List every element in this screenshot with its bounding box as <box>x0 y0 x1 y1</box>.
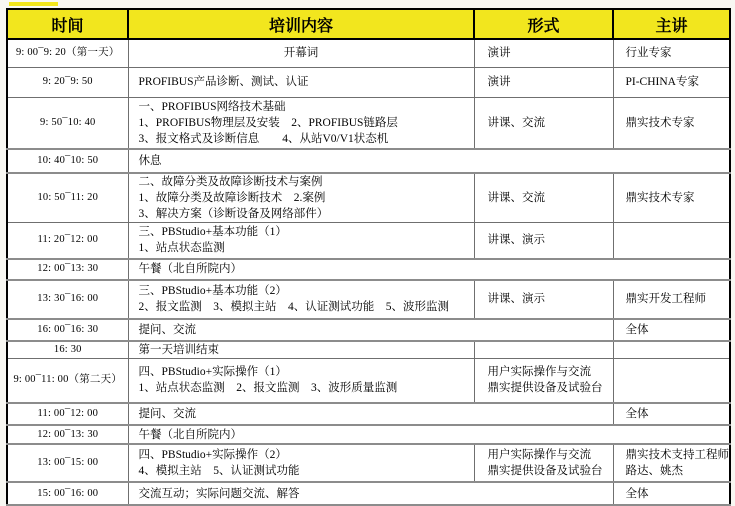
speaker-cell <box>613 482 730 505</box>
content-cell <box>128 173 474 223</box>
content-line: 交流互动；实际问题交流、解答 <box>138 487 300 500</box>
form-line: 讲课、演示 <box>487 293 545 305</box>
time-cell: 13: 30¯16: 00 <box>7 280 128 319</box>
time-cell: 9: 50¯10: 40 <box>7 97 128 149</box>
speaker-cell <box>613 67 730 97</box>
time-cell: 16: 00¯16: 30 <box>7 319 128 341</box>
content-line: PROFIBUS产品诊断、测试、认证 <box>138 76 309 88</box>
speaker-line: PI-CHINA专家 <box>625 76 699 88</box>
scan-artifact <box>9 2 58 6</box>
form-cell <box>474 97 613 149</box>
speaker-line: 行业专家 <box>625 47 672 60</box>
content-cell <box>128 39 474 67</box>
speaker-line: 全体 <box>625 323 649 336</box>
form-line: 讲课、交流 <box>487 192 545 204</box>
content-line: 第一天培训结束 <box>138 343 219 356</box>
content-line: 休息 <box>138 155 162 167</box>
speaker-cell <box>613 173 730 223</box>
time-cell: 9: 00¯11: 00（第二天） <box>7 358 128 403</box>
time-cell: 11: 20¯12: 00 <box>7 223 128 259</box>
content-line: 三、PBStudio+基本功能（2） <box>138 285 287 297</box>
content-line: 1、PROFIBUS物理层及安装 2、PROFIBUS链路层 <box>138 116 398 129</box>
speaker-line: 鼎实技术专家 <box>625 116 695 129</box>
training-schedule-table <box>6 8 731 506</box>
time-cell: 15: 00¯16: 00 <box>7 482 128 505</box>
content-line: 一、PROFIBUS网络技术基础 <box>138 100 286 113</box>
form-cell <box>474 358 613 403</box>
form-cell <box>474 280 613 319</box>
form-cell <box>474 444 613 482</box>
speaker-cell <box>613 403 730 425</box>
schedule-row <box>7 223 730 259</box>
speaker-cell <box>613 97 730 149</box>
speaker-line: 全体 <box>625 408 649 420</box>
content-cell <box>128 482 613 505</box>
speaker-cell <box>613 341 730 359</box>
content-line: 三、PBStudio+基本功能（1） <box>138 226 287 239</box>
time-cell: 12: 00¯13: 30 <box>7 259 128 280</box>
header-row <box>7 9 730 39</box>
time-cell: 12: 00¯13: 30 <box>7 425 128 444</box>
content-cell <box>128 259 730 280</box>
form-line: 鼎实提供设备及试验台 <box>487 382 603 395</box>
content-line: 四、PBStudio+实际操作（2） <box>138 449 287 461</box>
content-cell <box>128 358 474 403</box>
content-line: 4、模拟主站 5、认证测试功能 <box>138 465 300 477</box>
content-cell <box>128 149 730 173</box>
speaker-cell <box>613 358 730 403</box>
form-line: 演讲 <box>487 76 511 88</box>
form-cell <box>474 173 613 223</box>
content-line: 3、解决方案（诊断设备及网络部件） <box>138 208 329 220</box>
schedule-row <box>7 482 730 505</box>
speaker-line: 鼎实开发工程师 <box>625 293 706 305</box>
time-cell: 9: 20¯9: 50 <box>7 67 128 97</box>
column-header-form: 形式 <box>474 9 613 39</box>
column-header-time: 时间 <box>7 9 128 39</box>
form-line: 讲课、演示 <box>487 234 545 247</box>
content-cell <box>128 67 474 97</box>
content-cell <box>128 341 474 359</box>
form-line: 用户实际操作与交流 <box>487 449 591 461</box>
content-line: 提问、交流 <box>138 323 196 336</box>
content-line: 2、报文监测 3、模拟主站 4、认证测试功能 5、波形监测 <box>138 301 449 313</box>
schedule-row <box>7 259 730 280</box>
schedule-row <box>7 280 730 319</box>
content-line: 3、报文格式及诊断信息 4、从站V0/V1状态机 <box>138 132 389 145</box>
speaker-cell <box>613 223 730 259</box>
schedule-row <box>7 358 730 403</box>
schedule-row <box>7 173 730 223</box>
content-cell <box>128 319 613 341</box>
content-line: 开幕词 <box>283 47 319 60</box>
time-cell: 10: 40¯10: 50 <box>7 149 128 173</box>
speaker-cell <box>613 319 730 341</box>
schedule-row <box>7 39 730 67</box>
content-cell <box>128 223 474 259</box>
speaker-cell <box>613 444 730 482</box>
content-cell <box>128 280 474 319</box>
schedule-row <box>7 97 730 149</box>
schedule-row <box>7 444 730 482</box>
form-line: 讲课、交流 <box>487 116 545 129</box>
form-cell <box>474 341 613 359</box>
content-line: 二、故障分类及故障诊断技术与案例 <box>138 176 323 188</box>
time-cell: 16: 30 <box>7 341 128 359</box>
speaker-line: 路达、姚杰 <box>625 465 683 477</box>
content-line: 1、站点状态监测 <box>138 242 225 255</box>
speaker-line: 全体 <box>625 487 649 500</box>
content-line: 午餐（北自所院内） <box>138 263 242 275</box>
content-line: 1、站点状态监测 2、报文监测 3、波形质量监测 <box>138 382 398 395</box>
content-cell <box>128 403 613 425</box>
content-cell <box>128 444 474 482</box>
form-line: 鼎实提供设备及试验台 <box>487 465 603 477</box>
form-cell <box>474 223 613 259</box>
column-header-speaker: 主讲 <box>613 9 730 39</box>
content-cell <box>128 97 474 149</box>
time-cell: 13: 00¯15: 00 <box>7 444 128 482</box>
schedule-row <box>7 149 730 173</box>
schedule-row <box>7 67 730 97</box>
form-line: 用户实际操作与交流 <box>487 366 591 379</box>
schedule-row <box>7 425 730 444</box>
form-cell <box>474 67 613 97</box>
speaker-line: 鼎实技术支持工程师 <box>625 449 729 461</box>
content-line: 四、PBStudio+实际操作（1） <box>138 366 287 379</box>
column-header-content: 培训内容 <box>128 9 474 39</box>
content-line: 午餐（北自所院内） <box>138 428 242 441</box>
form-cell <box>474 39 613 67</box>
time-cell: 11: 00¯12: 00 <box>7 403 128 425</box>
schedule-row <box>7 341 730 359</box>
speaker-cell <box>613 280 730 319</box>
schedule-row <box>7 319 730 341</box>
schedule-row <box>7 403 730 425</box>
time-cell: 10: 50¯11: 20 <box>7 173 128 223</box>
speaker-line: 鼎实技术专家 <box>625 192 695 204</box>
content-cell <box>128 425 730 444</box>
content-line: 提问、交流 <box>138 408 196 420</box>
form-line: 演讲 <box>487 47 511 60</box>
speaker-cell <box>613 39 730 67</box>
content-line: 1、故障分类及故障诊断技术 2.案例 <box>138 192 326 204</box>
time-cell: 9: 00¯9: 20（第一天） <box>7 39 128 67</box>
